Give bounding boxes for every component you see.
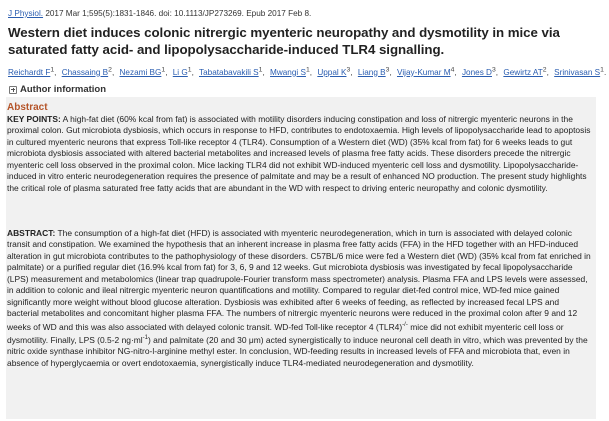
knockout-superscript: -/- xyxy=(402,321,408,328)
author-link[interactable]: Srinivasan $S^1$ xyxy=(554,66,604,77)
citation-line xyxy=(8,8,596,19)
key-points-text: A high-fat diet (60% kcal from fat) is associated with motility disorders inducing constipation and loss of nitrergic myenteric neurons in the proximal colon. Gut microbiota dysbiosis, which occurs in response to HFD, contributes to endotoxaemia. High levels of lipopolysaccharide lead to apoptosis in cultured myenteric neurons that express Toll-like receptor 4 (TLR4). Consumption of a Western diet (WD) (35% kcal from fat) for 6 weeks leads to gut microbiota dysbiosis associated with altered bacterial metabolites and increased levels of plasma free fatty acids. These disorders precede the nitrergic myenteric cell loss observed in the proximal colon. Mice lacking TLR4 did not exhibit WD-induced myenteric cell loss and dysmotility. Lipopolysaccharide-induced in vitro enteric neurodegeneration requires the presence of palmitate and may be a result of enhanced NO production. The present study highlights the critical role of plasma saturated free fatty acids that are abundant in the WD with respect to driving enteric neuropathy and colonic dysmotility. xyxy=(7,114,591,193)
author-link[interactable]: Tabatabavakili $S^1$ xyxy=(199,66,263,77)
author-information-label: Author information xyxy=(20,83,107,95)
author-information-toggle[interactable] xyxy=(8,84,596,96)
author-link[interactable]: Vijay-Kumar $M^4$ xyxy=(397,66,455,77)
author-link[interactable]: Jones $D^3$ xyxy=(461,66,496,77)
citation-details: 2017 Mar 1;595(5):1831-1846. doi: 10.1113/JP273269. Epub 2017 Feb 8. xyxy=(43,9,312,18)
key-points-paragraph xyxy=(7,114,593,194)
author-list: Reichardt $F^1$, Chassaing $B^2$, Nezami $BG^1$, Li $G^1$, Tabatabavakili $S^1$, Mwangi $S^1$, Uppal $K^3$, Liang $B^3$, Vijay-Kumar $M^4$, Jones $D^3$, Gewirtz $AT^2$, Srinivasan $S^1$. xyxy=(8,66,607,77)
abstract-heading: Abstract xyxy=(7,102,48,113)
author-link[interactable]: Liang $B^3$ xyxy=(357,66,390,77)
abstract-text-c: ) and palmitate (20 and 30 μm) acted synergistically to induce neuronal cell death in vitro, which was prevented by the nitric oxide synthase inhibitor NG-nitro-l-arginine methyl ester. In conclusion, WD-feeding results in increased levels of FFA and microbiota that, even in absence of hyperglycaemia or overt endotoxaemia, synergistically induce TLR4-mediated neurodegeneration and dysmotility. xyxy=(7,334,588,368)
author-link[interactable]: Mwangi $S^1$ xyxy=(270,66,310,77)
expand-plus-icon xyxy=(9,86,17,94)
author-link[interactable]: Li $G^1$ xyxy=(172,66,192,77)
journal-link[interactable]: J Physiol. xyxy=(8,9,44,18)
abstract-text-a: The consumption of a high-fat diet (HFD) is associated with myenteric neurodegeneration, which in turn is associated with delayed colonic transit and constipation. We examined the hypothesis that an inherent increase in plasma free fatty acids (FFA) in the HFD together with an HFD-induced alteration in gut microbiota contributes to the pathophysiology of these disorders. C57BL/6 mice were fed a Western diet (WD) (35% kcal from fat enriched in palmitate) or a purified regular diet (16.9% kcal from fat) for 3, 6, 9 and 12 weeks. Gut microbiota dysbiosis was investigated by fecal lipopolysaccharide (LPS) measurement and metabolomics (linear trap quadrupole-Fourier transform mass spectrometer) analysis. Plasma FFA and LPS levels were assessed, in addition to colonic and ileal nitrergic myenteric neuron quantifications and motility. Compared to regular diet-fed control mice, WD-fed mice gained significantly more weight without blood glucose alteration. Dysbiosis was exhibited after 6 weeks of feeding, as reflected by increased fecal LPS and bacterial metabolites and concomitant higher plasma FFA. The numbers of nitrergic myenteric neurons were reduced in the proximal colon after 9 and 12 weeks of WD and this was also associated with delayed colonic transit. WD-fed Toll-like receptor 4 (TLR4) xyxy=(7,228,591,332)
author-link[interactable]: Gewirtz $AT^2$ xyxy=(503,66,547,77)
abstract-label: ABSTRACT: xyxy=(7,228,56,238)
article-title: Western diet induces colonic nitrergic myenteric neuropathy and dysmotility in mice via saturated fatty acid- and lipopolysaccharide-induced TLR4 signalling. xyxy=(8,25,560,57)
author-link[interactable]: Uppal $K^3$ xyxy=(317,66,351,77)
author-link[interactable]: Chassaing $B^2$ xyxy=(61,66,112,77)
unit-superscript: -1 xyxy=(142,334,149,341)
author-link[interactable]: Reichardt $F^1$ xyxy=(8,66,55,77)
author-link[interactable]: Nezami $BG^1$ xyxy=(119,66,166,77)
abstract-paragraph xyxy=(7,228,593,369)
article-header xyxy=(8,8,607,96)
key-points-label: KEY POINTS: xyxy=(7,114,61,124)
abstract-text-b: mice did not exhibit myenteric cell loss or dysmotility. Finally, LPS (0.5-2 ng·ml xyxy=(7,321,564,345)
